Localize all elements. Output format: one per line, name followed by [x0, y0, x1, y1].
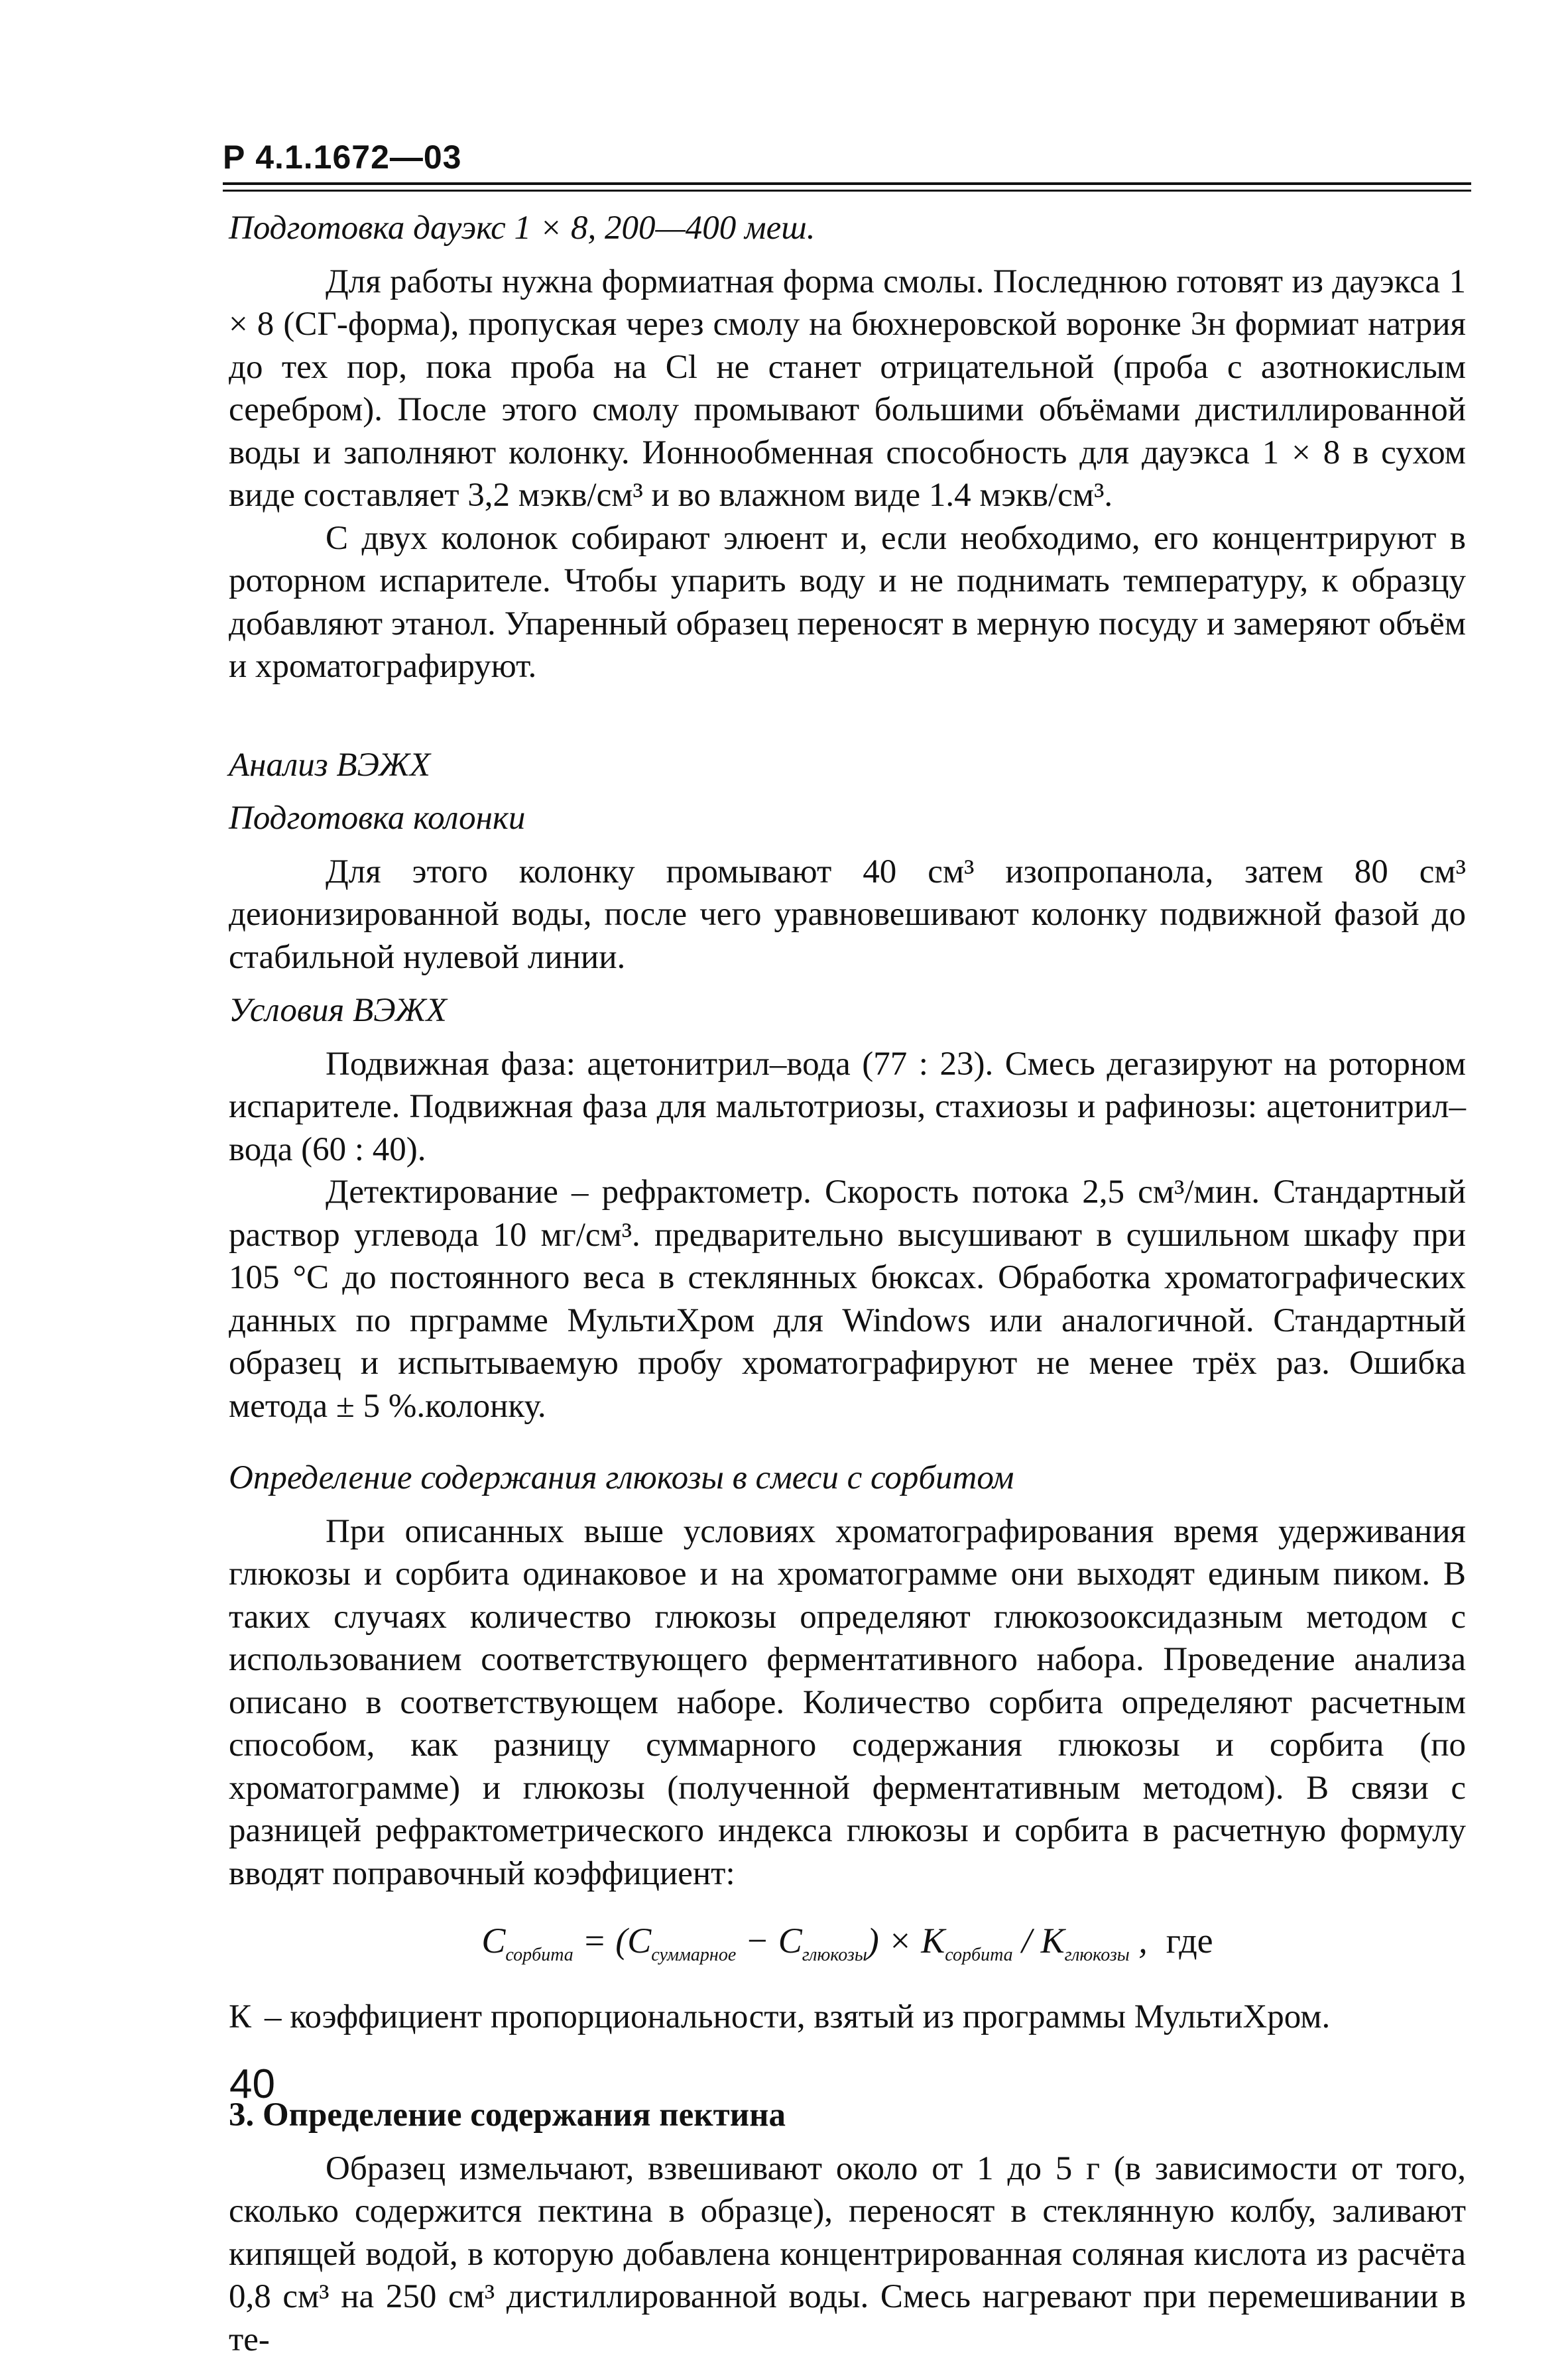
formula-sub-sorbit-k: сорбита: [945, 1944, 1013, 1965]
section-title-pectin: 3. Определение содержания пектина: [229, 2096, 786, 2134]
formula-sub-total: суммарное: [651, 1944, 737, 1965]
heading-dowex-preparation: Подготовка дауэкс 1 × 8, 200—400 меш.: [229, 210, 815, 247]
paragraph-glucose-method: При описанных выше условиях хроматографирования время удерживания глюкозы и сорбита одинаковое и на хроматограмме они выходят единым пиком. В таких случаях количество глюкозы определяют глюкозооксидазным методом с использованием соответствующего ферментативного набора. Проведение анализа описано в соответствующем наборе. Количество сорбита определяют расчетным способом, как разницу суммарного содержания глюкозы и сорбита (по хроматограмме) и глюкозы (полученной ферментативным методом). В связи с разницей рефрактометрического индекса глюкозы и сорбита в расчетную формулу вводят поправочный коэффициент:: [229, 1512, 1466, 1892]
formula-c-symbol: C: [778, 1921, 802, 1961]
formula-legend: [229, 1996, 1466, 2039]
paragraph-formate-resin: Для работы нужна формиатная форма смолы. Последнюю готовят из дауэкса 1 × 8 (СГ-форма), пропуская через смолу на бюхнеровской воронке 3н формиат натрия до тех пор, пока проба на Cl не станет отрицательной (проба с азотнокислым серебром). После этого смолу промывают большими объёмами дистиллированной воды и заполняют колонку. Ионнообменная способность для дауэкса 1 × 8 в сухом виде составляет 3,2 мэкв/см³ и во влажном виде 1.4 мэкв/см³.: [229, 263, 1466, 514]
header-rule-secondary: [223, 190, 1471, 192]
heading-hplc-analysis: Анализ ВЭЖХ: [229, 746, 431, 784]
formula-sub-sorbit: сорбита: [505, 1944, 573, 1965]
formula-minus: −: [736, 1921, 778, 1961]
paragraph-pectin: Образец измельчают, взвешивают около от 1 до 5 г (в зависимости от того, сколько содержится пектина в образце), переносят в стеклянную колбу, заливают кипящей водой, в которую добавлена концентрированная соляная кислота из расчёта 0,8 см³ на 250 см³ дистиллированной воды. Смесь нагревают при перемешивании в те-: [229, 2149, 1466, 2358]
paragraph-mobile-phase: Подвижная фаза: ацетонитрил–вода (77 : 23). Смесь дегазируют на роторном испарителе. Подвижная фаза для мальтотриозы, стахиозы и рафинозы: ацетонитрил–вода (60 : 40).: [229, 1045, 1466, 1168]
formula-c-symbol: C: [627, 1921, 652, 1961]
formula-slash: /: [1012, 1921, 1041, 1961]
formula-equals-open: = (: [573, 1921, 628, 1961]
legend-symbol: К: [229, 1998, 252, 2035]
formula-where: где: [1166, 1921, 1213, 1961]
heading-column-preparation: Подготовка колонки: [229, 800, 526, 837]
page-number: 40: [229, 2061, 275, 2107]
formula-times: ) ×: [867, 1921, 922, 1961]
paragraph-eluent: С двух колонок собирают элюент и, если необходимо, его концентрируют в роторном испарителе. Чтобы упарить воду и не поднимать температуру, к образцу добавляют этанол. Упаренный образец переносят в мерную посуду и замеряют объём и хроматографируют.: [229, 519, 1466, 685]
formula-k-symbol: K: [921, 1921, 945, 1961]
document-body: [229, 207, 1466, 2361]
paragraph-column-wash: Для этого колонку промывают 40 см³ изопропанола, затем 80 см³ деионизированной воды, после чего уравновешивают колонку подвижной фазой до стабильной нулевой линии.: [229, 853, 1466, 976]
heading-glucose-sorbitol: Определение содержания глюкозы в смеси с сорбитом: [229, 1459, 1014, 1496]
formula-k-symbol: K: [1040, 1921, 1065, 1961]
document-code: Р 4.1.1672—03: [223, 139, 462, 176]
sorbitol-formula: [229, 1911, 1466, 1985]
formula-c-symbol: C: [481, 1921, 506, 1961]
formula-sub-glucose: глюкозы: [802, 1944, 867, 1965]
header-rule: [223, 182, 1471, 185]
paragraph-detection: Детектирование – рефрактометр. Скорость потока 2,5 см³/мин. Стандартный раствор углевода 10 мг/см³. предварительно высушивают в сушильном шкафу при 105 °С до постоянного веса в стеклянных бюксах. Обработка хроматографических данных по прграмме МультиХром для Windows или аналогичной. Стандартный образец и испытываемую пробу хроматографируют не менее трёх раз. Ошибка метода ± 5 %.колонку.: [229, 1174, 1466, 1425]
heading-hplc-conditions: Условия ВЭЖХ: [229, 992, 447, 1029]
formula-comma: ,: [1129, 1921, 1148, 1961]
legend-text: – коэффициент пропорциональности, взятый из программы МультиХром.: [265, 1998, 1331, 2035]
formula-sub-glucose-k: глюкозы: [1064, 1944, 1130, 1965]
